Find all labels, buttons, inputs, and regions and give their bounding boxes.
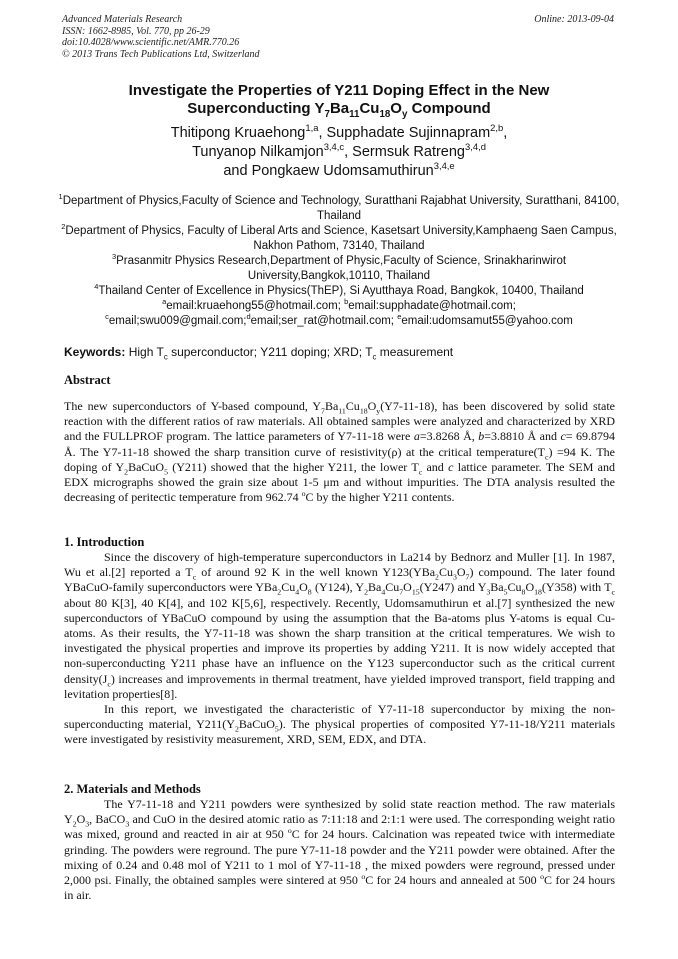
introduction-heading: 1. Introduction [64, 535, 145, 549]
email-line-1: $^a$email:kruaehong55@hotmail.com; $^b$email:supphadate@hotmail.com; [162, 297, 516, 312]
affiliation-2: $^2$Department of Physics, Faculty of Liberal Arts and Science, Kasetsart University,Kamphaeng Saen Campus, Nakhon Pathom, 73140, Thailand [61, 222, 617, 252]
abstract-heading: Abstract [64, 373, 111, 387]
affiliation-4: $^4$Thailand Center of Excellence in Physics(ThEP), Si Ayutthaya Road, Bangkok, 10400, Thailand [94, 282, 584, 297]
author-name: Thitipong Kruaehong [170, 125, 306, 141]
author-name: and Pongkaew Udomsamuthirun [223, 163, 434, 179]
affiliation-1: $^1$Department of Physics,Faculty of Science and Technology, Suratthani Rajabhat University, Suratthani, 84100, Thailand [58, 192, 620, 222]
email-line-2: $^c$email;swu009@gmail.com;$^d$email;ser_rat@hotmail.com; $^e$email:udomsamut55@yahoo.com [105, 312, 573, 327]
author-name: Tunyanop Nilkamjon [192, 144, 324, 160]
journal-name: Advanced Materials Research [62, 14, 183, 25]
affiliation-3: $^3$Prasanmitr Physics Research,Department of Physic,Faculty of Science, Srinakharinwirot University,Bangkok,10110, Thailand [111, 252, 567, 282]
affiliations [50, 194, 628, 329]
author-name: Sermsuk Ratreng [352, 144, 465, 160]
keywords: Keywords: High $T_c$ superconductor; Y211 doping; XRD; $T_c$ measurement [64, 345, 454, 362]
intro-paragraph-2: In this report, we investigated the characteristic of Y7-11-18 superconductor by mixing the non-superconducting material, $Y211(Y_2BaCuO_5)$. The physical properties of composited Y7-11-18/Y211 materials were investigated by resistivity measurement, XRD, SEM, EDX, and DTA. [64, 702, 616, 747]
copyright-line: © 2013 Trans Tech Publications Ltd, Switzerland [62, 48, 260, 60]
keywords-label: Keywords: [64, 345, 126, 359]
title-line-2: Superconducting $Y_7Ba_{11}Cu_{18}O_y$ Compound [187, 100, 491, 120]
introduction-text [64, 550, 615, 748]
author-name: Supphadate Sujinnapram [326, 125, 491, 141]
abstract-text: The new superconductors of Y-based compound, $Y_7Ba_{11}Cu_{18}O_y(Y7-11-18)$, has been discovered by solid state reaction with the different ratios of raw materials. All obtained samples were analyzed and characterized by XRD and the FULLPROF program. The lattice parameters of Y7-11-18 were a=3.8268 Å, b=3.8810 Å and c= 69.8794 Å. The Y7-11-18 showed the sharp transition curve of resistivity(ρ) at the critical $temperature(T_c) =94$ K. The doping of $Y_2BaCuO_5$ (Y211) showed that the higher Y211, the lower $T_c$ and c lattice parameter. The SEM and EDX micrographs showed the grain size about 1-5 μm and without impurities. The DTA analysis resulted the decreasing of peritectic temperature from 962.74 $^o$C by the higher Y211 contents. [64, 399, 616, 505]
methods-text: The Y7-11-18 and Y211 powders were synthesized by solid state reaction method. The raw materials $Y_2O_3$, BaCO$_3$ and CuO in the desired atomic ratio as 7:11:18 and 2:1:1 were used. The corresponding weight ratio was mixed, ground and reacted in air at 950 $^o$C for 24 hours. Calcination was repeated twice with intermediate grinding. The powders were reground. The pure Y7-11-18 powder and the Y211 powder were obtained. After the mixing of 0.24 and 0.48 mol of Y211 to 1 mol of Y7-11-18 , the mixed powders were reground, pressed under 2,000 psi. Finally, the obtained samples were sintered at 950 $^o$C for 24 hours and annealed at 500 $^o$C for 24 hours in air. [64, 797, 616, 903]
methods-heading: 2. Materials and Methods [64, 782, 201, 796]
doi-line: doi:10.4028/www.scientific.net/AMR.770.26 [62, 37, 240, 48]
title-line-1: Investigate the Properties of Y211 Doping Effect in the New [128, 82, 550, 99]
online-date: Online: 2013-09-04 [534, 14, 614, 25]
intro-paragraph-1: Since the discovery of high-temperature superconductors in La214 by Bednorz and Muller [1]. In 1987, Wu et al.[2] reported a $T_c$ of around 92 K in the well known $Y123(YBa_2Cu_3O_7)$ compound. The later found YBaCuO-family superconductors were $YBa_2Cu_4O_8$ (Y124), $Y_2Ba_4Cu_7O_{15}(Y247)$ and $Y_3Ba_5Cu_8O_{18}(Y358)$ with $T_c$ about 80 K[3], 40 K[4], and 102 K[5,6], respectively. Recently, Udomsamuthirun et al.[7] synthesized the new superconductors of YBaCuO compound by using the assumption that the Ba-atoms plus Y-atoms is equal Cu-atoms. As their results, the Y7-11-18 was shown the sharp transition at the critical temperatures. We wish to investigated the physical properties and improve its properties by adding Y211. It is now widely accepted that non-superconducting Y211 phase have an influence on the Y123 superconductor such as the critical current $density(J_c)$ increases and improvements in thermal treatment, have yielded improved transport, field trapping and levitation properties[8]. [64, 550, 616, 701]
author-list: Thitipong Kruaehong$^{1,a}$, Supphadate Sujinnapram$^{2,b}$, Tunyanop Nilkamjon$^{3,4,c}$, Sermsuk Ratreng$^{3,4,d}$ and Pongkaew Udomsamuthirun$^{3,4,e}$ [170, 122, 508, 179]
paper-title [40, 82, 638, 118]
issn-line: ISSN: 1662-8985, Vol. 770, pp 26-29 [62, 25, 210, 37]
journal-header [62, 14, 260, 60]
